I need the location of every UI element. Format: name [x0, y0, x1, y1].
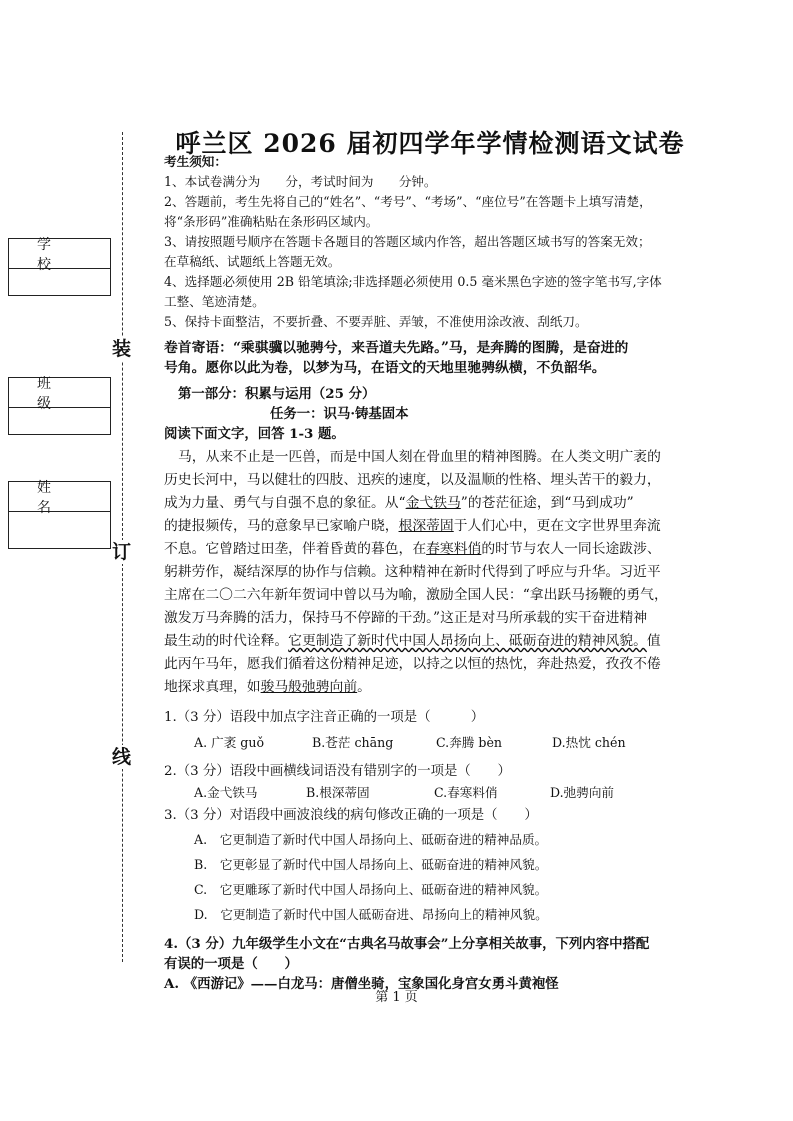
q2-option-d[interactable]: D.弛骋向前 — [550, 785, 615, 800]
passage-line: 成为力量、勇气与自强不息的象征。从“金弋铁马”的苍茫征途，到“马到成功” — [164, 495, 634, 511]
notice-line: 2、答题前，考生先将自己的“姓名”、“考号”、“考场”、“座位号”在答题卡上填写清楚， — [164, 194, 652, 209]
passage-line: 马，从来不止是一匹兽，而是中国人刻在骨血里的精神图腾。在人类文明广袤的 — [178, 449, 661, 465]
q1-option-b[interactable]: B.苍茫 chāng — [312, 735, 394, 750]
part1-heading: 第一部分：积累与运用（25 分） — [178, 386, 376, 402]
q2-stem: 2.（3 分）语段中画横线词语没有错别字的一项是（ ） — [164, 764, 511, 779]
passage-line: 主席在二〇二六年新年贺词中曾以马为喻，激励全国人民：“拿出跃马扬鞭的勇气， — [164, 587, 668, 603]
passage-line: 地探求真理，如骏马般弛骋向前。 — [164, 679, 371, 695]
notice-line: 工整、笔迹清楚。 — [164, 294, 265, 309]
q1-options — [164, 732, 689, 754]
passage-line: 历史长河中，马以健壮的四肢、迅疾的速度，以及温顺的性格、埋头苦干的毅力， — [164, 472, 661, 488]
passage-line: 此丙午马年，愿我们循着这份精神足迹，以持之以恒的热忱，奔赴热爱，孜孜不倦 — [164, 656, 661, 672]
school-label: 学校 — [9, 239, 110, 269]
school-box — [8, 238, 111, 296]
motto-line: 号角。愿你以此为卷，以梦为马，在语文的天地里驰骋纵横，不负韶华。 — [164, 360, 606, 376]
binding-char-zhuang: 装 — [112, 338, 132, 360]
passage-line: 最生动的时代诠释。它更制造了新时代中国人昂扬向上、砥砺奋进的精神风貌。值 — [164, 633, 661, 649]
notice-line: 4、选择题必须使用 2B 铅笔填涂;非选择题必须使用 0.5 毫米黑色字迹的签字笔书写,字体 — [164, 274, 662, 289]
binding-char-xian: 线 — [112, 746, 132, 768]
q3-option-b[interactable]: B. 它更彰显了新时代中国人昂扬向上、砥砺奋进的精神风貌。 — [194, 857, 548, 872]
q1-option-d[interactable]: D.热忱 chén — [552, 735, 626, 750]
q1-option-a[interactable]: A. 广袤 guǒ — [194, 735, 265, 750]
notice-line: 将“条形码”准确粘贴在条形码区域内。 — [164, 214, 379, 229]
notice-heading: 考生须知： — [164, 154, 227, 169]
q2-option-b[interactable]: B.根深蒂固 — [306, 785, 370, 800]
name-box — [8, 481, 111, 549]
class-label: 班级 — [9, 378, 110, 408]
passage-line: 激发万马奔腾的活力，保持马不停蹄的干劲。”这正是对马所承载的实干奋进精神 — [164, 610, 648, 626]
underlined-term: 金弋铁马 — [405, 495, 461, 511]
task-heading: 任务一：识马·铸基固本 — [270, 406, 409, 422]
exam-body — [164, 152, 689, 994]
binding-char-ding: 订 — [112, 541, 132, 563]
notice-line: 5、保持卡面整洁，不要折叠、不要弄脏、弄皱，不准使用涂改液、刮纸刀。 — [164, 314, 588, 329]
q3-option-d[interactable]: D. 它更制造了新时代中国人砥砺奋进、昂扬向上的精神风貌。 — [194, 907, 548, 922]
page-title: 呼兰区 2026 届初四学年学情检测语文试卷 — [175, 129, 685, 158]
instruction: 阅读下面文字，回答 1-3 题。 — [164, 426, 345, 442]
q4-option-a[interactable]: A. 《西游记》——白龙马：唐僧坐骑，宝象国化身宫女勇斗黄袍怪 — [164, 976, 559, 992]
wavy-sentence: 它更制造了新时代中国人昂扬向上、砥砺奋进的精神风貌。 — [288, 633, 647, 649]
name-field[interactable] — [9, 512, 110, 546]
q1-option-c[interactable]: C.奔腾 bèn — [436, 735, 503, 750]
q3-option-c[interactable]: C. 它更雕琢了新时代中国人昂扬向上、砥砺奋进的精神风貌。 — [194, 882, 548, 897]
notice-line: 3、请按照题号顺序在答题卡各题目的答题区域内作答，超出答题区域书写的答案无效； — [164, 234, 651, 249]
q3-stem: 3.（3 分）对语段中画波浪线的病句修改正确的一项是（ ） — [164, 808, 538, 823]
q2-options — [164, 782, 689, 804]
passage-line: 躬耕劳作，凝结深厚的协作与信赖。这种精神在新时代得到了呼应与升华。习近平 — [164, 564, 661, 580]
motto-line: 卷首寄语：“乘骐骥以驰骋兮，来吾道夫先路。”马，是奔腾的图腾，是奋进的 — [164, 340, 629, 356]
passage-line: 不息。它曾踏过田垄，伴着昏黄的暮色，在春寒料俏的时节与农人一同长途跋涉、 — [164, 541, 661, 557]
q1-stem: 1.（3 分）语段中加点字注音正确的一项是（ ） — [164, 710, 485, 725]
underlined-term: 根深蒂固 — [398, 518, 454, 534]
class-box — [8, 377, 111, 435]
underlined-term: 骏马般弛骋向前 — [260, 679, 358, 695]
q3-option-a[interactable]: A. 它更制造了新时代中国人昂扬向上、砥砺奋进的精神品质。 — [194, 832, 548, 847]
q4-stem: 4.（3 分）九年级学生小文在“古典名马故事会”上分享相关故事，下列内容中搭配 — [164, 936, 650, 952]
notice-line: 在草稿纸、试题纸上答题无效。 — [164, 254, 341, 269]
page-number: 第 1 页 — [375, 990, 418, 1005]
q4-stem-cont: 有误的一项是（ ） — [164, 956, 298, 972]
q2-option-c[interactable]: C.春寒料俏 — [434, 785, 498, 800]
passage — [164, 446, 689, 699]
name-label: 姓名 — [9, 482, 110, 512]
passage-line: 的捷报频传，马的意象早已家喻户晓，根深蒂固于人们心中，更在文字世界里奔流 — [164, 518, 661, 534]
q2-option-a[interactable]: A.金弋铁马 — [194, 785, 258, 800]
underlined-term: 春寒料俏 — [426, 541, 482, 557]
notice-line: 1、本试卷满分为 分，考试时间为 分钟。 — [164, 174, 437, 189]
